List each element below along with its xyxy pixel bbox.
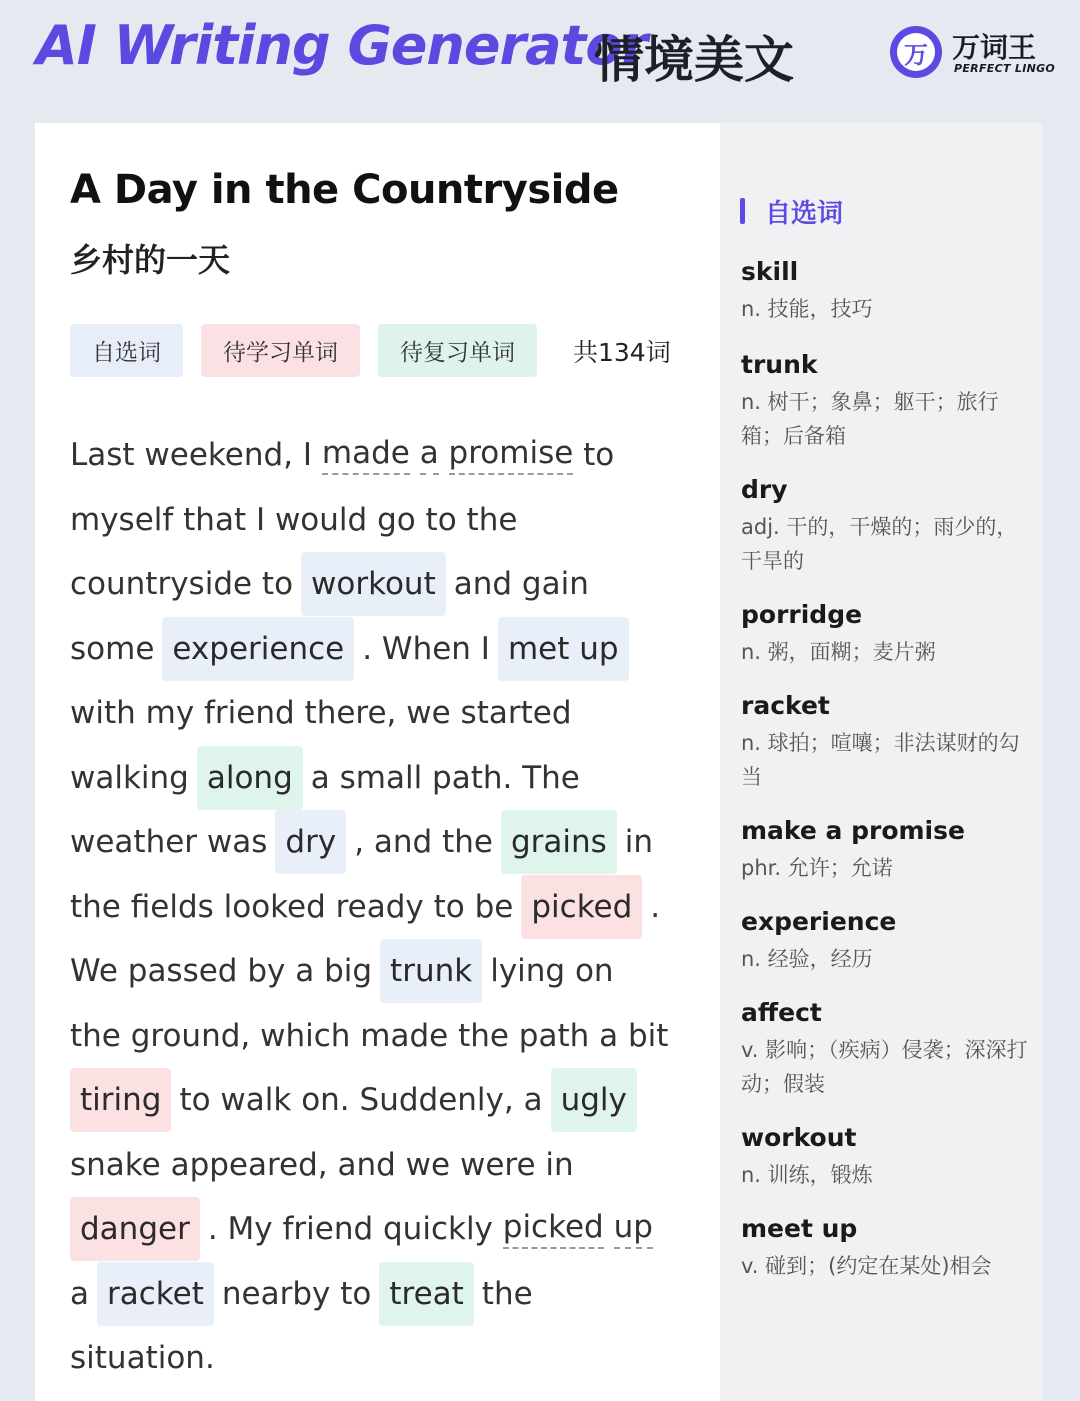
highlighted-word[interactable]: met up: [498, 617, 629, 681]
phrase-word[interactable]: picked: [503, 1209, 604, 1249]
app-title: AI Writing Generator: [36, 14, 648, 77]
passage-text: with my friend there, we started: [70, 695, 572, 732]
highlighted-word[interactable]: picked: [521, 875, 642, 939]
passage-text: weather was: [70, 824, 268, 861]
vocab-word: meet up: [741, 1214, 858, 1243]
vocab-item[interactable]: [741, 1214, 1031, 1283]
highlighted-word[interactable]: ugly: [551, 1068, 637, 1132]
highlighted-word[interactable]: racket: [97, 1262, 214, 1326]
vocab-definition: phr. 允许；允诺: [741, 856, 893, 880]
phrase-word[interactable]: up: [614, 1209, 653, 1249]
passage-text: a: [70, 1275, 89, 1312]
vocab-definition: n. 树干；象鼻；躯干；旅行箱；后备箱: [741, 390, 999, 448]
passage-text: lying on: [490, 953, 614, 990]
vocab-item[interactable]: [741, 350, 1031, 453]
vocab-sidebar: [720, 123, 1042, 1401]
passage-line: [70, 810, 700, 875]
passage-text: . When I: [362, 630, 490, 667]
passage-text: in: [624, 824, 654, 861]
passage-text: [439, 437, 449, 473]
phrase-word[interactable]: made: [322, 435, 410, 475]
passage-text: We passed by a big: [70, 953, 373, 990]
passage-line: [70, 875, 700, 940]
vocab-item[interactable]: [741, 907, 1031, 976]
vocab-item[interactable]: [741, 1123, 1031, 1192]
vocab-definition: n. 经验，经历: [741, 947, 873, 971]
highlighted-word[interactable]: trunk: [380, 939, 482, 1003]
passage-text: snake appeared, and we were in: [70, 1146, 574, 1183]
vocab-word: dry: [741, 475, 788, 504]
passage-line: [70, 552, 700, 617]
passage-line: [70, 617, 700, 682]
passage-text: countryside to: [70, 566, 294, 603]
highlighted-word[interactable]: dry: [275, 810, 346, 874]
vocab-definition: n. 球拍；喧嚷；非法谋财的勾当: [741, 731, 1020, 789]
highlighted-word[interactable]: experience: [162, 617, 354, 681]
legend-selected-words[interactable]: 自选词: [70, 324, 183, 377]
highlighted-word[interactable]: grains: [501, 810, 617, 874]
passage-text: .: [650, 888, 661, 925]
sidebar-heading-text: 自选词: [765, 198, 844, 229]
passage-text: nearby to: [221, 1275, 372, 1312]
passage-line: [70, 488, 700, 553]
passage-line: [70, 746, 700, 811]
article-title: A Day in the Countryside: [70, 167, 619, 213]
article-panel: [35, 123, 720, 1401]
vocab-definition: n. 训练，锻炼: [741, 1163, 873, 1187]
passage-line: [70, 1004, 700, 1069]
legend: [70, 324, 671, 377]
sidebar-heading: [740, 195, 843, 227]
word-count: 共134词: [573, 337, 671, 367]
logo-subtitle: PERFECT LINGO: [954, 62, 1056, 75]
highlighted-word[interactable]: along: [197, 746, 303, 810]
vocab-word: workout: [741, 1123, 857, 1152]
article-card: [35, 123, 1042, 1401]
highlighted-word[interactable]: tiring: [70, 1068, 171, 1132]
highlighted-word[interactable]: treat: [379, 1262, 473, 1326]
passage-text: the fields looked ready to be: [70, 888, 514, 925]
passage-text: walking: [70, 759, 189, 796]
passage-line: [70, 939, 700, 1004]
phrase-word[interactable]: promise: [449, 435, 574, 475]
vocab-definition: v. 碰到；(约定在某处)相会: [741, 1254, 992, 1278]
passage-text: and gain: [453, 566, 589, 603]
vocab-definition: adj. 干的，干燥的；雨少的，干旱的: [741, 515, 1018, 573]
vocab-item[interactable]: [741, 998, 1031, 1101]
passage-text: , and the: [354, 824, 493, 861]
vocab-word: affect: [741, 998, 822, 1027]
vocab-definition: n. 技能，技巧: [741, 297, 873, 321]
vocab-definition: v. 影响；（疾病）侵袭；深深打动；假装: [741, 1038, 1028, 1096]
passage-text: [604, 1211, 614, 1247]
passage-line: [70, 681, 700, 746]
vocab-word: racket: [741, 691, 830, 720]
passage-text: the ground, which made the path a bit: [70, 1017, 669, 1054]
article-passage: [70, 423, 700, 1391]
passage-line: [70, 1326, 700, 1391]
passage-text: [410, 437, 420, 473]
passage-line: [70, 423, 700, 488]
vocab-item[interactable]: [741, 475, 1031, 578]
passage-text: Last weekend, I: [70, 437, 322, 474]
vocab-item[interactable]: [741, 691, 1031, 794]
vocab-item[interactable]: [741, 816, 1031, 885]
passage-text: to walk on. Suddenly, a: [179, 1082, 543, 1119]
passage-line: [70, 1197, 700, 1262]
passage-line: [70, 1133, 700, 1198]
passage-line: [70, 1262, 700, 1327]
vocab-definition: n. 粥，面糊；麦片粥: [741, 640, 936, 664]
vocab-word: porridge: [741, 600, 863, 629]
vocab-word: skill: [741, 257, 799, 286]
phrase-word[interactable]: a: [420, 435, 439, 475]
vocab-list: [741, 257, 1031, 1283]
highlighted-word[interactable]: danger: [70, 1197, 200, 1261]
article-subtitle: 乡村的一天: [70, 241, 231, 279]
legend-words-to-learn[interactable]: 待学习单词: [201, 324, 360, 377]
vocab-item[interactable]: [741, 257, 1031, 326]
passage-text: myself that I would go to the: [70, 501, 518, 538]
highlighted-word[interactable]: workout: [301, 552, 446, 616]
vocab-item[interactable]: [741, 600, 1031, 669]
heading-accent-bar: [740, 198, 745, 224]
logo-icon: 万: [890, 26, 942, 78]
logo-name: 万词王: [952, 31, 1037, 64]
passage-text: a small path. The: [310, 759, 580, 796]
vocab-word: trunk: [741, 350, 818, 379]
vocab-word: make a promise: [741, 816, 965, 845]
brand-logo: [890, 26, 1056, 82]
vocab-word: experience: [741, 907, 897, 936]
passage-text: to: [573, 437, 615, 474]
passage-text: the: [481, 1275, 533, 1312]
legend-words-to-review[interactable]: 待复习单词: [378, 324, 537, 377]
app-header: [0, 0, 1080, 110]
passage-text: situation.: [70, 1340, 215, 1377]
passage-text: . My friend quickly: [207, 1211, 503, 1248]
passage-line: [70, 1068, 700, 1133]
app-title-cn: 情境美文: [594, 31, 794, 89]
passage-text: some: [70, 630, 155, 667]
